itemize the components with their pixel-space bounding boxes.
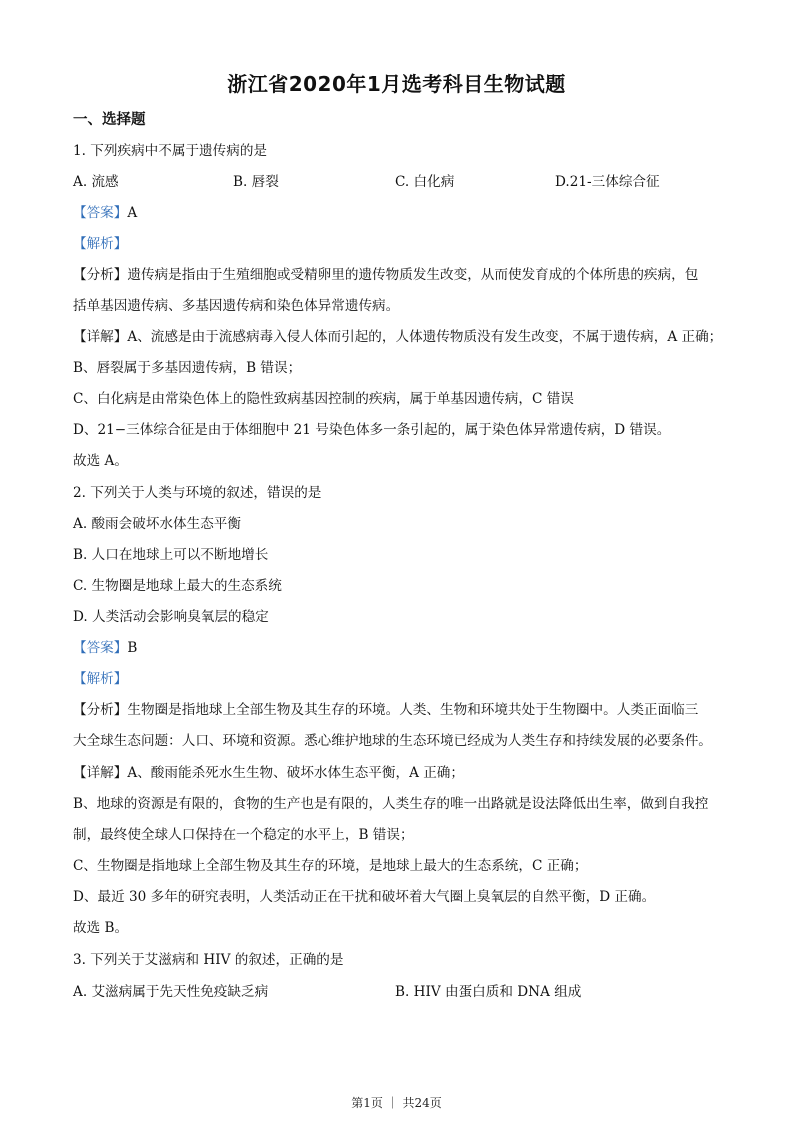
xiangjie-text: A、酸雨能杀死水生生物、破坏水体生态平衡，A 正确； xyxy=(127,765,464,781)
q1-fenxi-1 xyxy=(73,266,698,284)
answer-tag: 【答案】 xyxy=(73,640,128,656)
q2-analysis-tag: 【解析】 xyxy=(73,671,128,687)
q2-option-b: B. 人口在地球上可以不断地增长 xyxy=(73,547,269,563)
q2-answer xyxy=(73,639,137,657)
q3-stem: 3. 下列关于艾滋病和 HIV 的叙述，正确的是 xyxy=(73,952,344,968)
q2-line-b2: 制，最终使全球人口保持在一个稳定的水平上，B 错误； xyxy=(73,827,414,843)
q2-option-a: A. 酸雨会破坏水体生态平衡 xyxy=(73,516,241,532)
xiangjie-text: A、流感是由于流感病毒入侵人体而引起的，人体遗传物质没有发生改变，不属于遗传病，A 正确； xyxy=(127,329,723,345)
q2-line-d: D、最近 30 多年的研究表明，人类活动正在干扰和破坏着大气圈上臭氧层的自然平衡，D 正确。 xyxy=(73,889,656,905)
answer-value: A xyxy=(127,205,138,221)
q2-xiangjie-1 xyxy=(73,764,464,782)
q1-option-a: A. 流感 xyxy=(73,174,119,190)
q2-fenxi-1 xyxy=(73,701,698,719)
q2-conclusion: 故选 B。 xyxy=(73,920,129,936)
q1-analysis-tag: 【解析】 xyxy=(73,236,128,252)
q3-option-a: A. 艾滋病属于先天性免疫缺乏病 xyxy=(73,984,269,1000)
section-heading: 一、选择题 xyxy=(73,112,146,128)
page-title: 浙江省2020年1月选考科目生物试题 xyxy=(227,72,566,96)
q2-line-b1: B、地球的资源是有限的，食物的生产也是有限的，人类生存的唯一出路就是设法降低出生率，做到自我控 xyxy=(73,796,709,812)
xiangjie-tag: 【详解】 xyxy=(73,765,128,781)
q2-fenxi-2: 大全球生态问题：人口、环境和资源。悉心维护地球的生态环境已经成为人类生存和持续发展的必要条件。 xyxy=(73,733,712,749)
xiangjie-tag: 【详解】 xyxy=(73,329,128,345)
q1-line-d: D、21−三体综合征是由于体细胞中 21 号染色体多一条引起的，属于染色体异常遗传病，D 错误。 xyxy=(73,422,671,438)
q1-stem: 1. 下列疾病中不属于遗传病的是 xyxy=(73,143,268,159)
q2-option-d: D. 人类活动会影响臭氧层的稳定 xyxy=(73,609,269,625)
fenxi-text: 遗传病是指由于生殖细胞或受精卵里的遗传物质发生改变，从而使发育成的个体所患的疾病，包 xyxy=(127,267,699,283)
q3-option-b: B. HIV 由蛋白质和 DNA 组成 xyxy=(395,984,582,1000)
q1-answer xyxy=(73,204,137,222)
q1-option-d: D.21-三体综合征 xyxy=(555,174,660,190)
q1-xiangjie-1 xyxy=(73,328,722,346)
q1-option-b: B. 唇裂 xyxy=(233,174,279,190)
q2-option-c: C. 生物圈是地球上最大的生态系统 xyxy=(73,578,282,594)
q1-line-b: B、唇裂属于多基因遗传病，B 错误； xyxy=(73,360,302,376)
q2-stem: 2. 下列关于人类与环境的叙述，错误的是 xyxy=(73,485,322,501)
q1-conclusion: 故选 A。 xyxy=(73,453,128,469)
answer-value: B xyxy=(127,640,138,656)
fenxi-text: 生物圈是指地球上全部生物及其生存的环境。人类、生物和环境共处于生物圈中。人类正面临三 xyxy=(127,702,699,718)
fenxi-tag: 【分析】 xyxy=(73,702,128,718)
page-footer: 第1页 ｜ 共24页 xyxy=(351,1096,442,1110)
q1-line-c: C、白化病是由常染色体上的隐性致病基因控制的疾病，属于单基因遗传病，C 错误 xyxy=(73,391,574,407)
q1-fenxi-2: 括单基因遗传病、多基因遗传病和染色体异常遗传病。 xyxy=(73,298,400,314)
fenxi-tag: 【分析】 xyxy=(73,267,128,283)
answer-tag: 【答案】 xyxy=(73,205,128,221)
q1-option-c: C. 白化病 xyxy=(395,174,455,190)
q2-line-c: C、生物圈是指地球上全部生物及其生存的环境，是地球上最大的生态系统，C 正确； xyxy=(73,858,588,874)
